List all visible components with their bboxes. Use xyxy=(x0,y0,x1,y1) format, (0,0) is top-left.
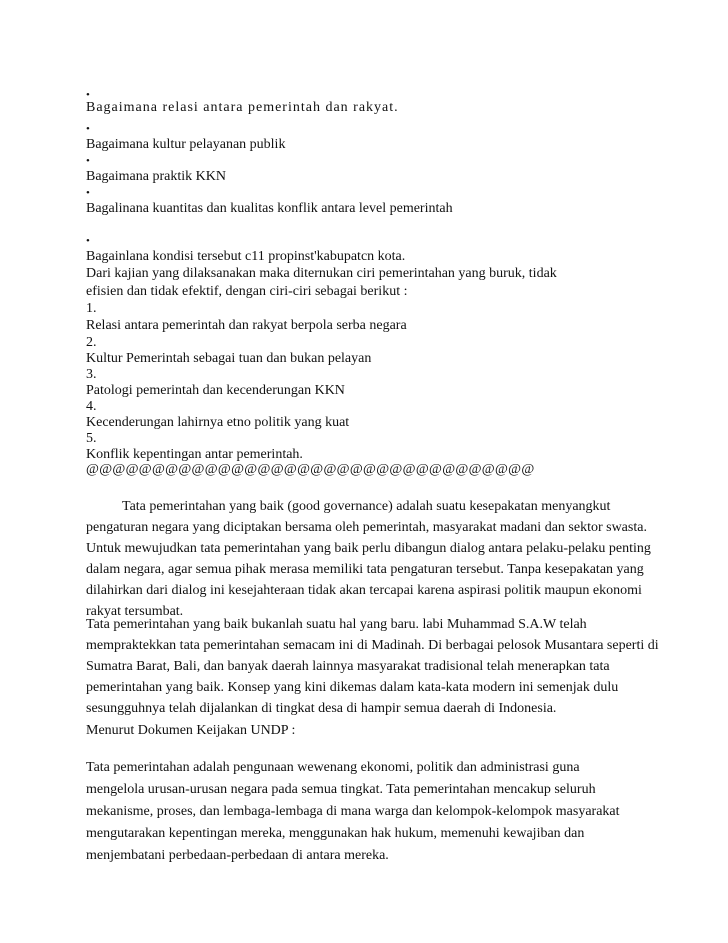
bullet-marker: • xyxy=(86,123,90,135)
paragraph-line: Tata pemerintahan yang baik bukanlah suatu hal yang baru. labi Muhammad S.A.W telah xyxy=(86,617,587,632)
paragraph-line: Untuk mewujudkan tata pemerintahan yang baik perlu dibangun dialog antara pelaku-pelaku penting xyxy=(86,541,651,556)
list-item: Bagaimana relasi antara pemerintah dan rakyat. xyxy=(86,100,399,115)
intro-line: Dari kajian yang dilaksanakan maka diternukan ciri pemerintahan yang buruk, tidak xyxy=(86,266,557,281)
paragraph-line: mekanisme, proses, dan lembaga-lembaga di mana warga dan kelompok-kelompok masyarakat xyxy=(86,804,620,819)
numbered-item: Konflik kepentingan antar pemerintah. xyxy=(86,447,303,462)
paragraph-history xyxy=(86,614,659,719)
bullet-marker: • xyxy=(86,235,90,247)
bullet-marker: • xyxy=(86,187,90,199)
separator-line: @@@@@@@@@@@@@@@@@@@@@@@@@@@@@@@@@@ xyxy=(86,462,535,477)
paragraph-line: dilahirkan dari dialog ini kesejahteraan tidak akan tercapai karena aspirasi politik maupun ekonomi xyxy=(86,583,642,598)
paragraph-line: sesungguhnya telah dijalankan di tingkat desa di hampir semua daerah di Indonesia. xyxy=(86,701,557,716)
bullet-marker: • xyxy=(86,89,90,101)
numbered-item: Kultur Pemerintah sebagai tuan dan bukan pelayan xyxy=(86,351,372,366)
numbered-index: 5. xyxy=(86,431,97,446)
numbered-index: 3. xyxy=(86,367,97,382)
intro-line: efisien dan tidak efektif, dengan ciri-ciri sebagai berikut : xyxy=(86,284,408,299)
numbered-item: Patologi pemerintah dan kecenderungan KKN xyxy=(86,383,345,398)
paragraph-line: Sumatra Barat, Bali, dan banyak daerah lainnya masyarakat tradisional telah menerapkan tata xyxy=(86,659,610,674)
list-item: Bagaimana kultur pelayanan publik xyxy=(86,137,286,152)
paragraph-line: dalam negara, agar semua pihak merasa memiliki tata pengaturan tersebut. Tanpa kesepakatan yang xyxy=(86,562,644,577)
paragraph-line: Tata pemerintahan adalah pengunaan wewenang ekonomi, politik dan administrasi guna xyxy=(86,760,580,775)
paragraph-line: Tata pemerintahan yang baik (good governance) adalah suatu kesepakatan menyangkut xyxy=(122,499,611,514)
numbered-item: Kecenderungan lahirnya etno politik yang kuat xyxy=(86,415,350,430)
numbered-item: Relasi antara pemerintah dan rakyat berpola serba negara xyxy=(86,318,407,333)
paragraph-undp-definition xyxy=(86,757,646,867)
paragraph-line: pengaturan negara yang diciptakan bersama oleh pemerintah, masyarakat madani dan sektor swasta. xyxy=(86,520,647,535)
list-item: Bagalinana kuantitas dan kualitas konflik antara level pemerintah xyxy=(86,201,453,216)
list-item: Bagaimana praktik KKN xyxy=(86,169,226,184)
numbered-index: 2. xyxy=(86,335,97,350)
paragraph-good-governance xyxy=(86,496,651,622)
paragraph-line: mengelola urusan-urusan negara pada semua tingkat. Tata pemerintahan mencakup seluruh xyxy=(86,782,596,797)
paragraph-line: rakyat tersumbat. xyxy=(86,604,184,619)
paragraph-line: menjembatani perbedaan-perbedaan di antara mereka. xyxy=(86,848,389,863)
list-item: Bagainlana kondisi tersebut c11 propinst'kabupatcn kota. xyxy=(86,249,406,264)
numbered-index: 4. xyxy=(86,399,97,414)
paragraph-line: pemerintahan yang baik. Konsep yang kini dikemas dalam kata-kata modern ini semenjak dulu xyxy=(86,680,619,695)
paragraph-line: mengutarakan kepentingan mereka, menggunakan hak hukum, memenuhi kewajiban dan xyxy=(86,826,585,841)
bullet-marker: • xyxy=(86,155,90,167)
section-heading: Menurut Dokumen Keijakan UNDP : xyxy=(86,723,296,738)
paragraph-line: mempraktekkan tata pemerintahan semacam ini di Madinah. Di berbagai pelosok Musantara seperti di xyxy=(86,638,659,653)
numbered-index: 1. xyxy=(86,301,97,316)
